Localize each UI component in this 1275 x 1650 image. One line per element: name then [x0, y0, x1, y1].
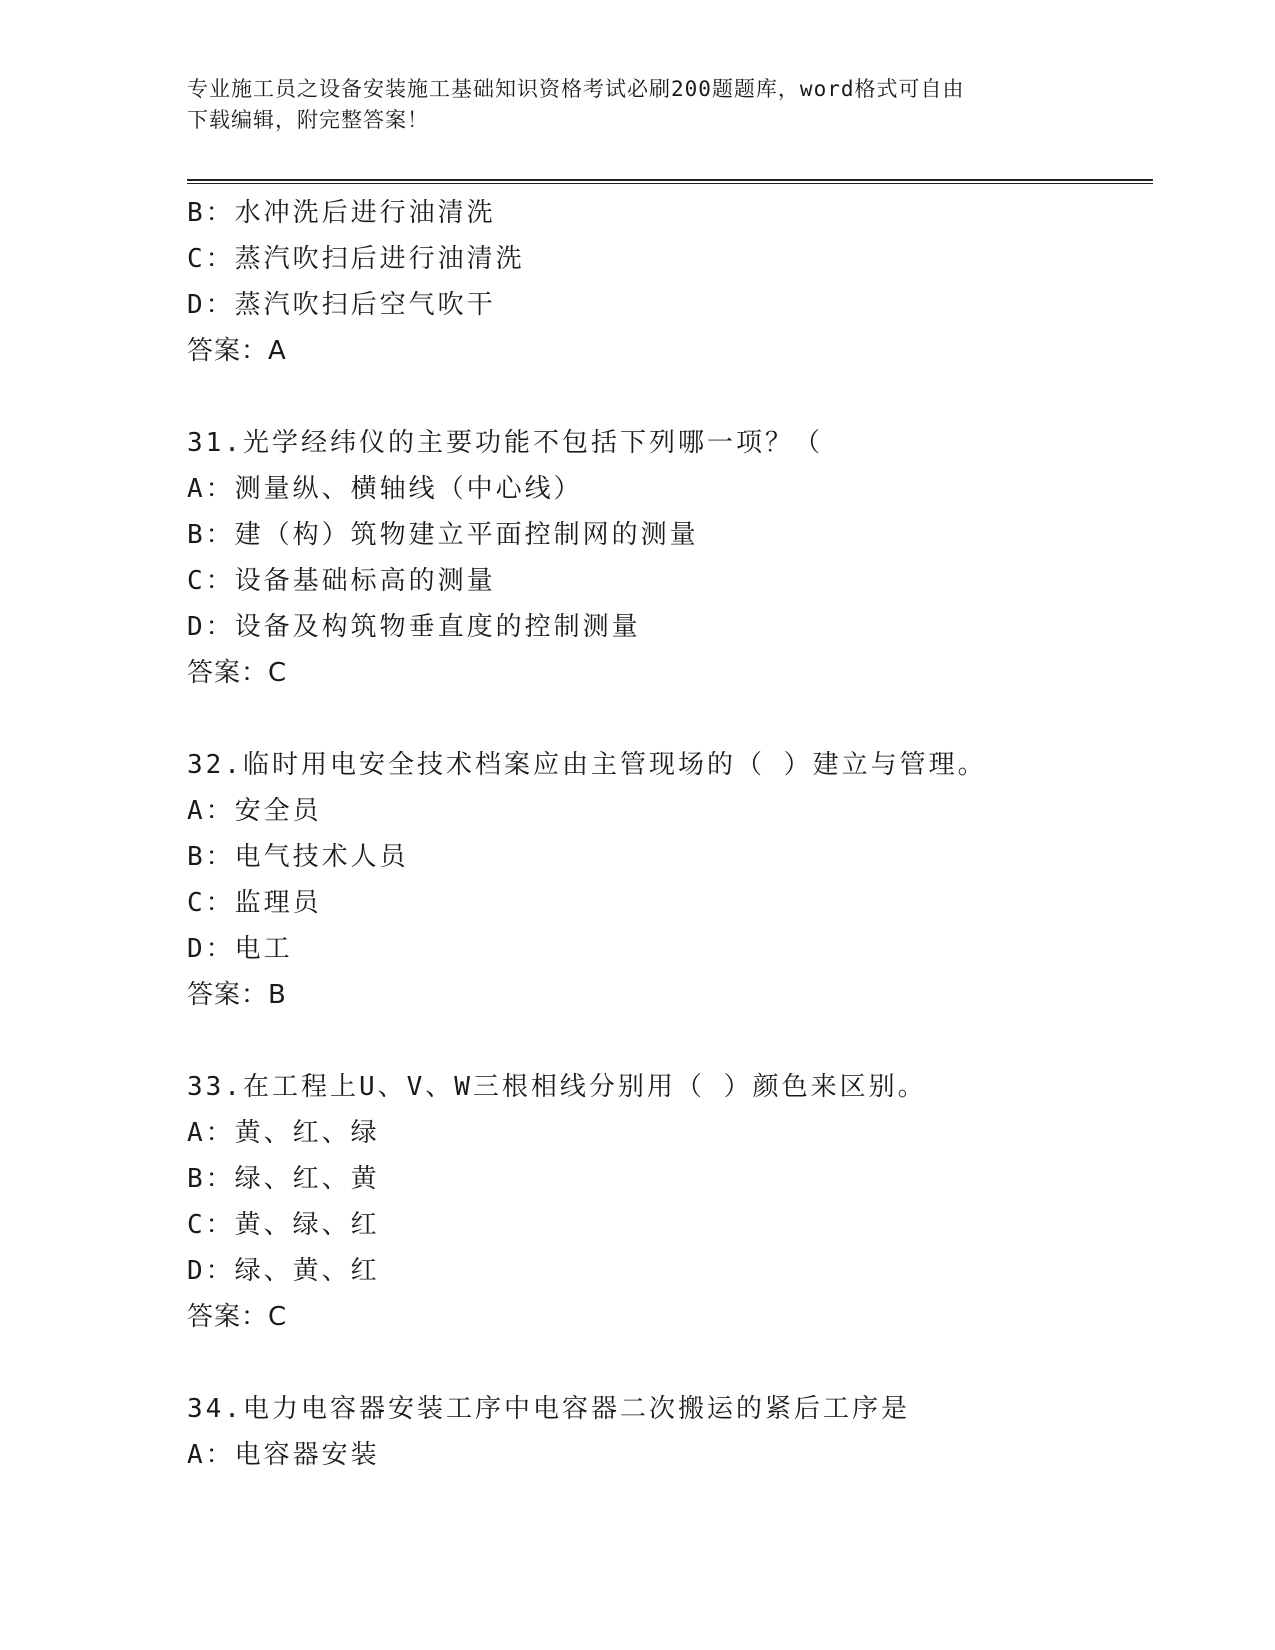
option-b: B：建（构）筑物建立平面控制网的测量 — [187, 520, 699, 550]
question-34 — [187, 1386, 1167, 1478]
option-d: D：设备及构筑物垂直度的控制测量 — [187, 612, 641, 642]
question-stem: 34.电力电容器安装工序中电容器二次搬运的紧后工序是 — [187, 1394, 910, 1424]
question-stem: 32.临时用电安全技术档案应由主管现场的（ ）建立与管理。 — [187, 750, 987, 780]
option-a: A：黄、红、绿 — [187, 1118, 380, 1148]
option-d: D：电工 — [187, 934, 293, 964]
question-30-tail — [187, 190, 1167, 374]
header-divider-thin — [187, 183, 1153, 184]
option-c: C：设备基础标高的测量 — [187, 566, 496, 596]
option-c: C：监理员 — [187, 888, 322, 918]
question-stem: 33.在工程上U、V、W三根相线分别用（ ）颜色来区别。 — [187, 1072, 927, 1102]
option-c: C：黄、绿、红 — [187, 1210, 380, 1240]
option-d: D：绿、黄、红 — [187, 1256, 380, 1286]
option-d: D：蒸汽吹扫后空气吹干 — [187, 290, 496, 320]
answer-line: 答案：C — [187, 658, 288, 688]
question-32 — [187, 742, 1167, 1018]
option-a: A：测量纵、横轴线（中心线） — [187, 474, 583, 504]
question-33 — [187, 1064, 1167, 1340]
option-b: B：电气技术人员 — [187, 842, 409, 872]
spacer — [187, 696, 1167, 742]
spacer — [187, 374, 1167, 420]
spacer — [187, 1018, 1167, 1064]
question-stem: 31.光学经纬仪的主要功能不包括下列哪一项？（ — [187, 428, 823, 458]
answer-line: 答案：A — [187, 336, 287, 366]
option-c: C：蒸汽吹扫后进行油清洗 — [187, 244, 525, 274]
header-line-2: 下载编辑，附完整答案！ — [187, 108, 429, 132]
option-b: B：水冲洗后进行油清洗 — [187, 198, 496, 228]
answer-line: 答案：B — [187, 980, 287, 1010]
option-a: A：安全员 — [187, 796, 322, 826]
question-list — [187, 190, 1167, 1478]
question-31 — [187, 420, 1167, 696]
header-divider-thick — [187, 179, 1153, 181]
option-b: B：绿、红、黄 — [187, 1164, 380, 1194]
header-line-1: 专业施工员之设备安装施工基础知识资格考试必刷200题题库，word格式可自由 — [187, 77, 965, 101]
option-a: A：电容器安装 — [187, 1440, 380, 1470]
document-header — [187, 74, 1087, 136]
spacer — [187, 1340, 1167, 1386]
answer-line: 答案：C — [187, 1302, 288, 1332]
